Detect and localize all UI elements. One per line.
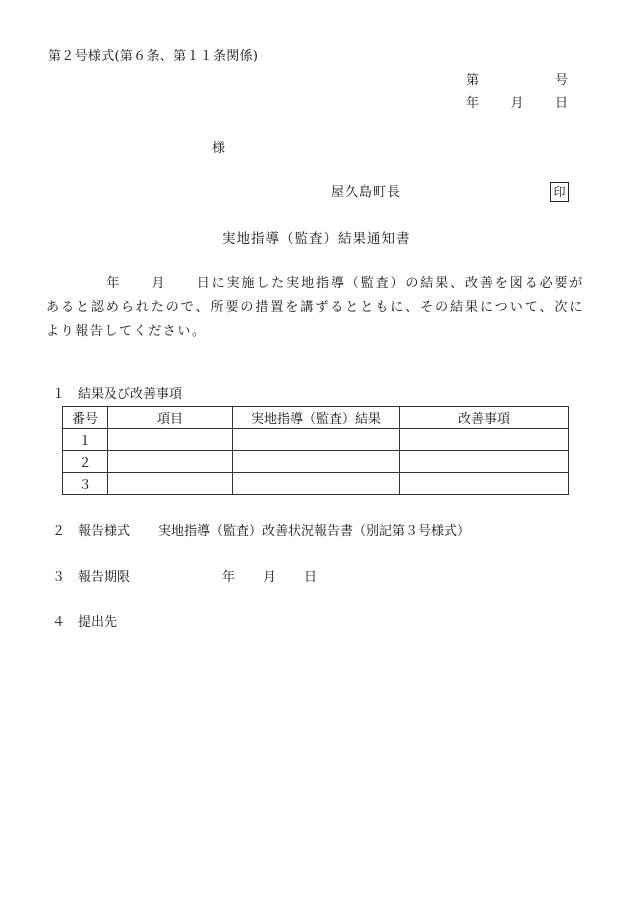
deadline-year: 年: [222, 570, 236, 585]
cell-result: [233, 473, 400, 495]
document-number-suffix: 号: [554, 73, 568, 88]
results-table: [62, 406, 569, 495]
document-date-month: 月: [510, 96, 524, 111]
seal-mark: 印: [550, 182, 569, 202]
column-header-number: 番号: [63, 407, 108, 429]
body-paragraph: [46, 272, 584, 344]
cell-improvement: [400, 451, 569, 473]
body-text: 日に実施した実地指導（監査）の結果、改善を図る必要があると認められたので、所要の措置を講ずるとともに、その結果について、次により報告してください。: [46, 276, 584, 339]
section-4-label: 提出先: [78, 615, 118, 630]
section-4-number: ４: [52, 615, 66, 630]
body-year: 年: [106, 276, 122, 291]
table-header-row: [63, 407, 569, 429]
cell-item: [108, 451, 233, 473]
section-2-label: 報告様式: [78, 524, 131, 539]
body-month: 月: [151, 276, 167, 291]
section-2-report-format: [52, 523, 470, 541]
section-2-value: 実地指導（監査）改善状況報告書（別記第３号様式）: [158, 524, 471, 539]
cell-item: [108, 473, 233, 495]
section-4-submit-to: [52, 614, 117, 632]
document-title: 実地指導（監査）結果通知書: [222, 231, 411, 247]
table-row: [63, 429, 569, 451]
cell-improvement: [400, 429, 569, 451]
deadline-day: 日: [304, 570, 318, 585]
column-header-item: 項目: [108, 407, 233, 429]
cell-improvement: [400, 473, 569, 495]
row-number: １: [63, 429, 108, 451]
document-number: [466, 72, 568, 90]
section-1-heading: [52, 386, 182, 404]
document-date: [466, 95, 568, 113]
row-number: ３: [63, 473, 108, 495]
table-row: [63, 473, 569, 495]
section-3-report-deadline: [52, 569, 317, 587]
row-number: ２: [63, 451, 108, 473]
column-header-result: 実地指導（監査）結果: [233, 407, 400, 429]
table-row: [63, 451, 569, 473]
document-number-prefix: 第: [466, 73, 480, 88]
section-3-number: ３: [52, 570, 66, 585]
section-3-label: 報告期限: [78, 570, 131, 585]
column-header-improvement: 改善事項: [400, 407, 569, 429]
addressee: 様: [212, 141, 226, 156]
document-date-year: 年: [466, 96, 480, 111]
cell-result: [233, 429, 400, 451]
deadline-month: 月: [263, 570, 277, 585]
document-date-day: 日: [554, 96, 568, 111]
cell-item: [108, 429, 233, 451]
section-2-number: ２: [52, 524, 66, 539]
cell-result: [233, 451, 400, 473]
section-1-number: １: [52, 387, 66, 402]
form-label: 第２号様式(第６条、第１１条関係): [48, 49, 259, 64]
issuer-name: 屋久島町長: [331, 185, 402, 200]
section-1-label: 結果及び改善事項: [78, 387, 183, 402]
